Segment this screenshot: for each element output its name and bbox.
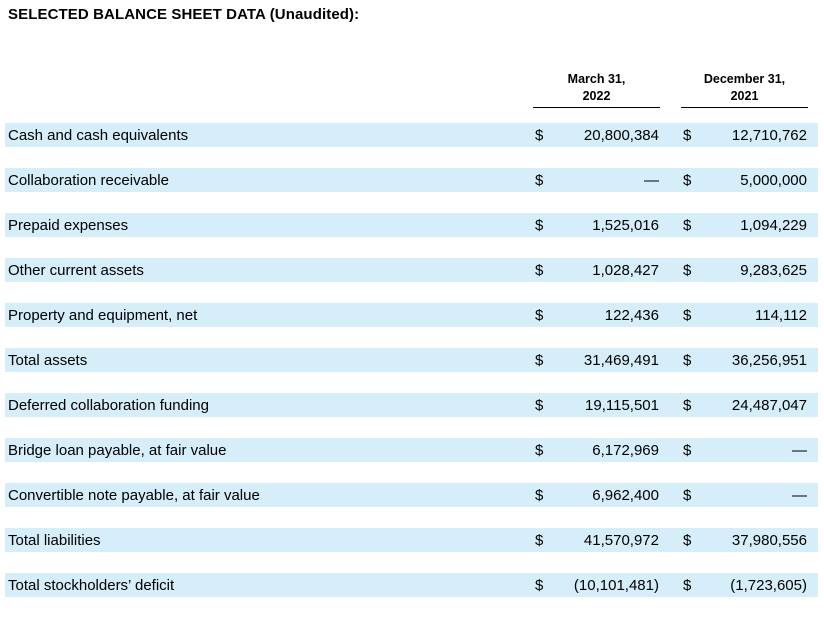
row-label: Total liabilities [8, 531, 101, 549]
row-value-march-2022: 6,172,969 [592, 441, 659, 459]
currency-symbol: $ [535, 576, 544, 594]
currency-symbol: $ [535, 351, 544, 369]
row-label: Total assets [8, 351, 88, 369]
row-label: Collaboration receivable [8, 171, 169, 189]
currency-symbol: $ [535, 486, 544, 504]
row-cell-december-2021 [681, 307, 808, 324]
row-cell-march-2022 [533, 487, 660, 504]
row-cell-december-2021 [681, 532, 808, 549]
row-cell-march-2022 [533, 127, 660, 144]
table-row [5, 438, 818, 462]
row-value-december-2021: — [792, 486, 807, 504]
currency-symbol: $ [683, 486, 692, 504]
row-value-december-2021: 37,980,556 [731, 531, 807, 549]
row-value-march-2022: 20,800,384 [583, 126, 659, 144]
currency-symbol: $ [535, 216, 544, 234]
row-cell-december-2021 [681, 127, 808, 144]
row-value-march-2022: (10,101,481) [573, 576, 659, 594]
table-row [5, 258, 818, 282]
row-cell-december-2021 [681, 397, 808, 414]
column-header-line1: March 31, [567, 72, 626, 86]
row-cell-march-2022 [533, 397, 660, 414]
currency-symbol: $ [683, 126, 692, 144]
row-cell-december-2021 [681, 577, 808, 594]
row-cell-december-2021 [681, 172, 808, 189]
balance-sheet-table [5, 71, 818, 597]
currency-symbol: $ [683, 531, 692, 549]
row-cell-march-2022 [533, 577, 660, 594]
row-value-december-2021: 114,112 [755, 306, 807, 324]
row-label: Deferred collaboration funding [8, 396, 209, 414]
row-label: Bridge loan payable, at fair value [8, 441, 227, 459]
row-value-december-2021: 1,094,229 [740, 216, 807, 234]
row-value-march-2022: 41,570,972 [583, 531, 659, 549]
row-label: Property and equipment, net [8, 306, 198, 324]
column-header-march-31-2022 [533, 71, 660, 108]
currency-symbol: $ [683, 351, 692, 369]
row-label: Other current assets [8, 261, 144, 279]
row-cell-march-2022 [533, 217, 660, 234]
table-row [5, 303, 818, 327]
table-body [5, 123, 818, 597]
row-value-december-2021: — [792, 441, 807, 459]
row-value-march-2022: 1,525,016 [592, 216, 659, 234]
currency-symbol: $ [683, 261, 692, 279]
row-cell-march-2022 [533, 352, 660, 369]
row-cell-december-2021 [681, 442, 808, 459]
row-value-march-2022: 19,115,501 [585, 396, 659, 414]
row-value-december-2021: 12,710,762 [731, 126, 807, 144]
row-label: Cash and cash equivalents [8, 126, 189, 144]
column-header-line2: 2022 [582, 89, 611, 103]
table-row [5, 213, 818, 237]
row-cell-march-2022 [533, 307, 660, 324]
row-cell-december-2021 [681, 262, 808, 279]
row-value-march-2022: 31,469,491 [583, 351, 659, 369]
row-value-march-2022: 1,028,427 [592, 261, 659, 279]
table-row [5, 483, 818, 507]
currency-symbol: $ [683, 396, 692, 414]
column-header-december-31-2021 [681, 71, 808, 108]
currency-symbol: $ [535, 396, 544, 414]
currency-symbol: $ [683, 216, 692, 234]
currency-symbol: $ [535, 531, 544, 549]
table-row [5, 573, 818, 597]
row-label: Convertible note payable, at fair value [8, 486, 260, 504]
row-cell-march-2022 [533, 172, 660, 189]
row-label: Prepaid expenses [8, 216, 129, 234]
currency-symbol: $ [535, 306, 544, 324]
currency-symbol: $ [535, 441, 544, 459]
row-value-december-2021: 9,283,625 [740, 261, 807, 279]
column-header-line1: December 31, [703, 72, 786, 86]
currency-symbol: $ [683, 306, 692, 324]
row-cell-december-2021 [681, 487, 808, 504]
currency-symbol: $ [535, 261, 544, 279]
row-cell-december-2021 [681, 352, 808, 369]
column-header-line2: 2021 [730, 89, 759, 103]
row-label: Total stockholders’ deficit [8, 576, 175, 594]
row-value-march-2022: — [644, 171, 659, 189]
table-row [5, 123, 818, 147]
row-cell-march-2022 [533, 442, 660, 459]
page-title: SELECTED BALANCE SHEET DATA (Unaudited): [8, 6, 360, 23]
row-value-december-2021: 5,000,000 [740, 171, 807, 189]
currency-symbol: $ [683, 171, 692, 189]
row-value-december-2021: 24,487,047 [731, 396, 807, 414]
currency-symbol: $ [683, 576, 692, 594]
row-value-december-2021: (1,723,605) [730, 576, 807, 594]
currency-symbol: $ [683, 441, 692, 459]
table-row [5, 348, 818, 372]
currency-symbol: $ [535, 126, 544, 144]
row-cell-december-2021 [681, 217, 808, 234]
row-cell-march-2022 [533, 262, 660, 279]
row-value-december-2021: 36,256,951 [731, 351, 807, 369]
currency-symbol: $ [535, 171, 544, 189]
table-row [5, 168, 818, 192]
row-cell-march-2022 [533, 532, 660, 549]
row-value-march-2022: 6,962,400 [592, 486, 659, 504]
table-row [5, 528, 818, 552]
table-header [5, 71, 818, 108]
table-row [5, 393, 818, 417]
row-value-march-2022: 122,436 [604, 306, 659, 324]
